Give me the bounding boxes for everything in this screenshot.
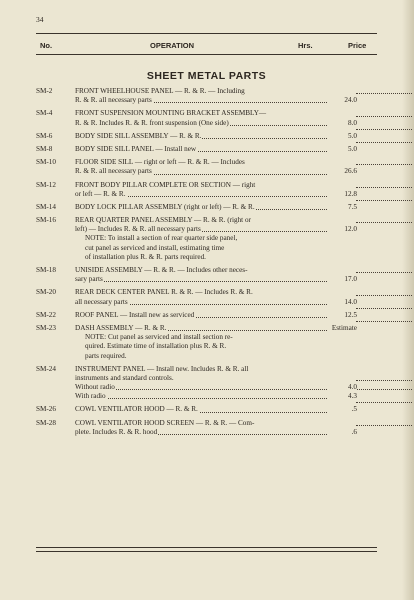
entry-text-with-leader xyxy=(75,96,327,105)
entry-text: REAR DECK CENTER PANEL R. & R. — Includes R. & R. xyxy=(75,288,253,297)
entry-text-with-leader xyxy=(75,383,327,392)
price-dot-leader xyxy=(356,321,412,322)
operation-code: SM-12 xyxy=(36,180,56,189)
entry-line xyxy=(36,428,377,437)
note-text: of installation plus R. & R. parts required. xyxy=(85,252,206,261)
operation-code: SM-18 xyxy=(36,266,56,274)
entry-line xyxy=(36,145,377,154)
hours-value: 26.6 xyxy=(327,167,357,176)
entry-line xyxy=(36,324,377,333)
operation-entry xyxy=(36,145,377,154)
price-dot-leader xyxy=(356,142,412,143)
entry-line xyxy=(36,96,377,105)
entry-text-with-leader xyxy=(75,324,327,333)
entry-text-with-leader xyxy=(75,428,327,437)
entry-text: BODY SIDE SILL ASSEMBLY — R. & R. xyxy=(75,131,202,140)
operation-code: SM-24 xyxy=(36,364,56,373)
price-dot-leader xyxy=(356,222,412,223)
entry-text-with-leader xyxy=(75,225,327,234)
operation-code: SM-16 xyxy=(36,216,56,225)
note-line xyxy=(36,342,377,351)
operation-entry xyxy=(36,216,377,262)
entry-line xyxy=(36,392,377,401)
price-dot-leader xyxy=(356,93,412,94)
entry-line xyxy=(36,419,377,428)
entry-text-with-leader xyxy=(75,145,327,154)
hours-value: 8.0 xyxy=(327,119,357,128)
operation-entry xyxy=(36,87,377,105)
price-dot-leader xyxy=(356,129,412,130)
operation-entry xyxy=(36,203,377,212)
hours-value: 24.0 xyxy=(327,96,357,105)
entry-line xyxy=(36,109,377,118)
price-dot-leader xyxy=(356,295,412,296)
entry-text: FRONT SUSPENSION MOUNTING BRACKET ASSEMBLY— xyxy=(75,109,267,118)
note-text: NOTE: To install a section of rear quarter side panel, xyxy=(85,234,238,243)
entry-text: or left — R. & R. xyxy=(75,189,126,198)
entry-text: ROOF PANEL — Install new as serviced xyxy=(75,310,195,319)
operation-entry xyxy=(36,311,377,320)
entry-line xyxy=(36,167,377,176)
operation-code: SM-14 xyxy=(36,202,56,211)
hours-value: .6 xyxy=(327,428,357,437)
price-dot-leader xyxy=(356,187,412,188)
note-text: cut panel as serviced and install, estimating time xyxy=(85,243,225,252)
price-dot-leader xyxy=(356,164,412,165)
operation-code: SM-10 xyxy=(36,158,56,167)
column-header-price: Price xyxy=(348,41,367,50)
header-rule-bottom xyxy=(36,54,377,55)
column-header-hours: Hrs. xyxy=(298,41,313,50)
entry-line xyxy=(36,158,377,167)
entry-line xyxy=(36,181,377,190)
hours-value: Estimate xyxy=(327,324,357,333)
entry-text-with-leader xyxy=(75,190,327,199)
entry-text-with-leader xyxy=(75,311,327,320)
footer-rule-1 xyxy=(36,547,377,548)
operation-code: SM-20 xyxy=(36,288,56,297)
entry-text-with-leader xyxy=(75,392,327,401)
operation-entry xyxy=(36,324,377,361)
column-header-no: No. xyxy=(40,41,53,50)
note-line xyxy=(36,244,377,253)
note-line xyxy=(36,234,377,243)
note-text: quired. Estimate time of installation plus R. & R. xyxy=(85,342,227,351)
entry-line xyxy=(36,298,377,307)
operation-code: SM-23 xyxy=(36,323,56,332)
entry-text: FRONT BODY PILLAR COMPLETE OR SECTION — right xyxy=(75,180,256,189)
entry-text-with-leader xyxy=(75,132,327,141)
column-header-operation: OPERATION xyxy=(150,41,195,50)
hours-value: 5.0 xyxy=(327,132,357,141)
operation-code: SM-22 xyxy=(36,310,56,319)
entry-text: COWL VENTILATOR HOOD SCREEN — R. & R. — Com- xyxy=(75,418,255,427)
operation-code: SM-2 xyxy=(36,87,53,95)
operation-entry xyxy=(36,132,377,141)
operation-entry xyxy=(36,266,377,284)
hours-value: 12.8 xyxy=(327,190,357,199)
entry-line xyxy=(36,405,377,414)
operation-code: SM-28 xyxy=(36,418,56,427)
entry-text-with-leader xyxy=(75,275,327,284)
entry-text: all necessary parts xyxy=(75,297,128,306)
operation-entry xyxy=(36,365,377,402)
entry-line xyxy=(36,216,377,225)
section-title: SHEET METAL PARTS xyxy=(146,70,267,82)
entry-line xyxy=(36,119,377,128)
price-dot-leader xyxy=(356,200,412,201)
hours-value: 7.5 xyxy=(327,203,357,212)
hours-value: 5.0 xyxy=(327,145,357,154)
entry-line xyxy=(36,87,377,96)
hours-value: 4.3 xyxy=(327,392,357,401)
hours-value: .5 xyxy=(327,405,357,414)
page-edge-shadow xyxy=(402,0,414,600)
entry-text: COWL VENTILATOR HOOD — R. & R. xyxy=(75,405,198,414)
note-line xyxy=(36,253,377,262)
operation-code: SM-8 xyxy=(36,144,53,153)
entry-text: instruments and standard controls. xyxy=(75,373,174,382)
header-rule-top xyxy=(36,33,377,34)
entry-text: FRONT WHEELHOUSE PANEL — R. & R. — Including xyxy=(75,87,245,95)
entry-line xyxy=(36,132,377,141)
operation-code: SM-26 xyxy=(36,405,56,414)
operation-entry xyxy=(36,181,377,199)
entry-line xyxy=(36,203,377,212)
entry-text: UNISIDE ASSEMBLY — R. & R. — Includes other neces- xyxy=(75,266,248,274)
operation-entry xyxy=(36,419,377,437)
price-dot-leader xyxy=(356,380,412,381)
entry-text: BODY LOCK PILLAR ASSEMBLY (right or left) — R. & R. xyxy=(75,202,255,211)
entry-text-with-leader xyxy=(75,405,327,414)
entry-text-with-leader xyxy=(75,298,327,307)
operation-entry xyxy=(36,109,377,127)
entry-text: BODY SIDE SILL PANEL — Install new xyxy=(75,144,197,153)
hours-value: 14.0 xyxy=(327,298,357,307)
operation-list xyxy=(36,87,377,441)
hours-value: 17.0 xyxy=(327,275,357,284)
entry-text: With radio xyxy=(75,392,106,401)
entry-text: sary parts xyxy=(75,275,103,284)
entry-line xyxy=(36,374,377,383)
price-dot-leader xyxy=(356,389,412,390)
entry-line xyxy=(36,383,377,392)
hours-value: 4.0 xyxy=(327,383,357,392)
dot-leader xyxy=(75,398,327,399)
entry-text: Without radio xyxy=(75,383,115,392)
note-line xyxy=(36,333,377,342)
page-number: 34 xyxy=(36,15,44,24)
entry-text-with-leader xyxy=(75,119,327,128)
price-dot-leader xyxy=(356,308,412,309)
entry-text: left) — Includes R. & R. all necessary parts xyxy=(75,225,201,234)
entry-text: plete. Includes R. & R. hood xyxy=(75,427,158,436)
hours-value: 12.5 xyxy=(327,311,357,320)
operation-code: SM-4 xyxy=(36,109,53,118)
entry-line xyxy=(36,311,377,320)
price-dot-leader xyxy=(356,272,412,273)
entry-text: REAR QUARTER PANEL ASSEMBLY — R. & R. (right or xyxy=(75,216,251,225)
operation-code: SM-6 xyxy=(36,131,53,140)
entry-text: R. & R. all necessary parts xyxy=(75,96,152,105)
price-dot-leader xyxy=(356,425,412,426)
entry-text: R. & R. Includes R. & R. front suspension (One side) xyxy=(75,118,229,127)
entry-line xyxy=(36,225,377,234)
entry-text: R. & R. all necessary parts xyxy=(75,167,152,176)
entry-text: FLOOR SIDE SILL — right or left — R. & R. — Includes xyxy=(75,158,245,167)
entry-text-with-leader xyxy=(75,167,327,176)
entry-text: DASH ASSEMBLY — R. & R. xyxy=(75,323,167,332)
price-dot-leader xyxy=(356,402,412,403)
footer-rule-2 xyxy=(36,551,377,552)
entry-text-with-leader xyxy=(75,203,327,212)
price-dot-leader xyxy=(356,116,412,117)
operation-entry xyxy=(36,158,377,176)
dot-leader xyxy=(75,281,327,282)
entry-line xyxy=(36,288,377,297)
note-text: parts required. xyxy=(85,351,127,360)
operation-entry xyxy=(36,405,377,414)
entry-line xyxy=(36,190,377,199)
note-text: NOTE: Cut panel as serviced and install section re- xyxy=(85,333,233,342)
operation-entry xyxy=(36,288,377,306)
entry-line xyxy=(36,365,377,374)
note-line xyxy=(36,352,377,361)
entry-text: INSTRUMENT PANEL — Install new. Includes R. & R. all xyxy=(75,364,249,373)
entry-line xyxy=(36,275,377,284)
entry-line xyxy=(36,266,377,275)
hours-value: 12.0 xyxy=(327,225,357,234)
